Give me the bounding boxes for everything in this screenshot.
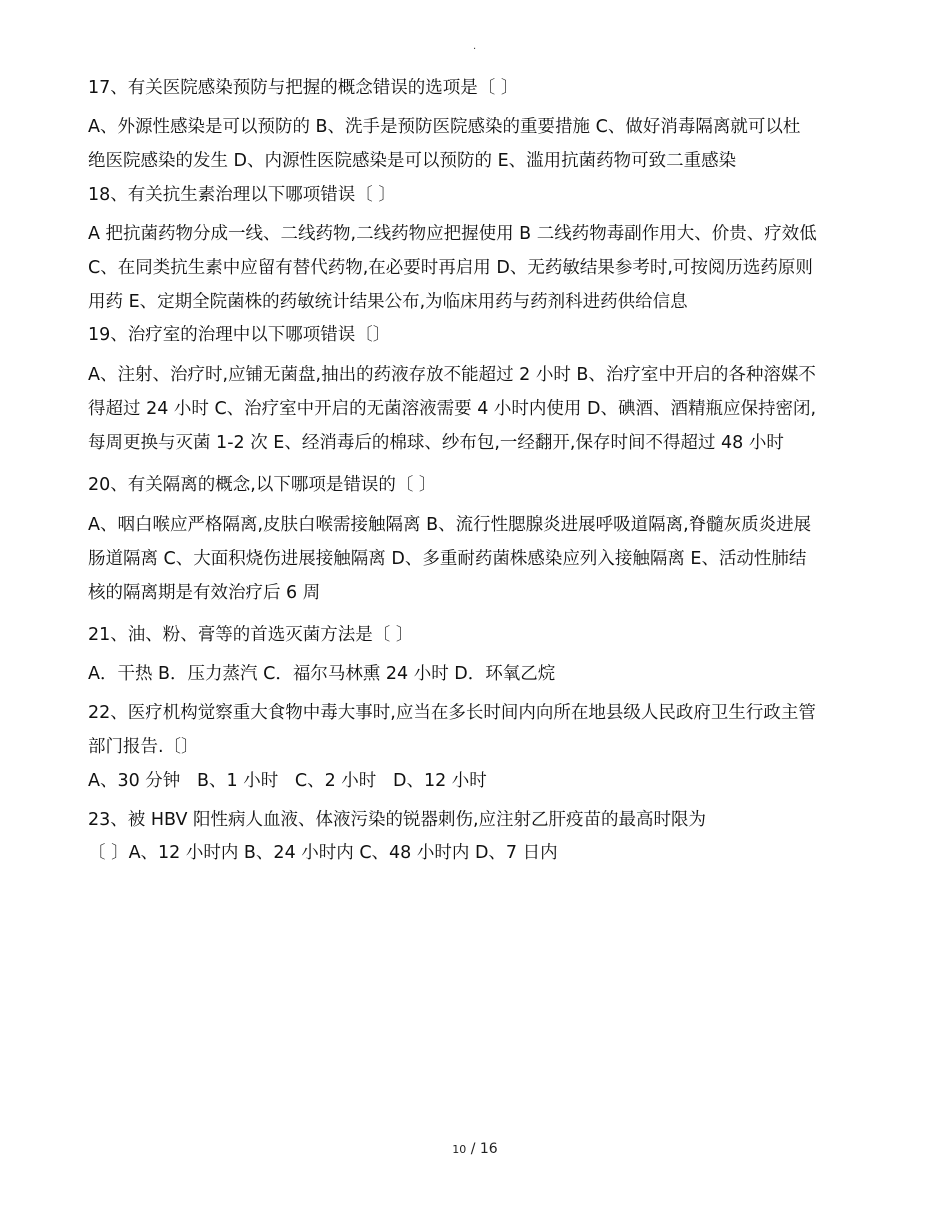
question-22-options: A、30 分钟 B、1 小时 C、2 小时 D、12 小时 (88, 771, 487, 791)
question-22-title-line-1: 22、医疗机构觉察重大食物中毒大事时,应当在多长时间内向所在地县级人民政府卫生行政主管 (88, 703, 816, 723)
question-18-options-line-3: 用药 E、定期全院菌株的药敏统计结果公布,为临床用药与药剂科进药供给信息 (88, 292, 688, 312)
question-23-title: 23、被 HBV 阳性病人血液、体液污染的锐器刺伤,应注射乙肝疫苗的最高时限为 (88, 810, 707, 830)
question-20-options-line-1: A、咽白喉应严格隔离,皮肤白喉需接触隔离 B、流行性腮腺炎进展呼吸道隔离,脊髓灰质炎进展 (88, 515, 812, 535)
question-19-options-line-1: A、注射、治疗时,应铺无菌盘,抽出的药液存放不能超过 2 小时 B、治疗室中开启的各种溶媒不 (88, 365, 816, 385)
question-23-options: 〔 〕A、12 小时内 B、24 小时内 C、48 小时内 D、7 日内 (88, 843, 558, 863)
page-total: 16 (479, 1141, 498, 1157)
question-22-title-line-2: 部门报告.〔〕 (88, 737, 199, 757)
question-20-options-line-2: 肠道隔离 C、大面积烧伤进展接触隔离 D、多重耐药菌株感染应列入接触隔离 E、活动性肺结 (88, 549, 807, 569)
question-21-title: 21、油、粉、膏等的首选灭菌方法是〔 〕 (88, 625, 414, 645)
header-mark: . (473, 41, 477, 52)
question-21-options: A．干热 B．压力蒸汽 C．福尔马林熏 24 小时 D．环氧乙烷 (88, 664, 556, 684)
question-17-options-line-1: A、外源性感染是可以预防的 B、洗手是预防医院感染的重要措施 C、做好消毒隔离就可以杜 (88, 117, 801, 137)
page-separator: / (466, 1141, 480, 1157)
question-18-options-line-1: A 把抗菌药物分成一线、二线药物,二线药物应把握使用 B 二线药物毒副作用大、价贵、疗效低 (88, 224, 817, 244)
question-17-options-line-2: 绝医院感染的发生 D、内源性医院感染是可以预防的 E、滥用抗菌药物可致二重感染 (88, 151, 737, 171)
page-current: 10 (452, 1143, 467, 1156)
question-20-title: 20、有关隔离的概念,以下哪项是错误的〔 〕 (88, 475, 437, 495)
question-19-title: 19、治疗室的治理中以下哪项错误〔〕 (88, 325, 391, 345)
question-19-options-line-3: 每周更换与灭菌 1-2 次 E、经消毒后的棉球、纱布包,一经翻开,保存时间不得超过 48 小时 (88, 433, 784, 453)
question-18-options-line-2: C、在同类抗生素中应留有替代药物,在必要时再启用 D、无药敏结果参考时,可按阅历选药原则 (88, 258, 813, 278)
page-number (0, 1140, 950, 1159)
question-20-options-line-3: 核的隔离期是有效治疗后 6 周 (88, 583, 321, 603)
question-18-title: 18、有关抗生素治理以下哪项错误〔 〕 (88, 185, 396, 205)
question-17-title: 17、有关医院感染预防与把握的概念错误的选项是〔 〕 (88, 78, 519, 98)
question-19-options-line-2: 得超过 24 小时 C、治疗室中开启的无菌溶液需要 4 小时内使用 D、碘酒、酒精瓶应保持密闭, (88, 399, 817, 419)
